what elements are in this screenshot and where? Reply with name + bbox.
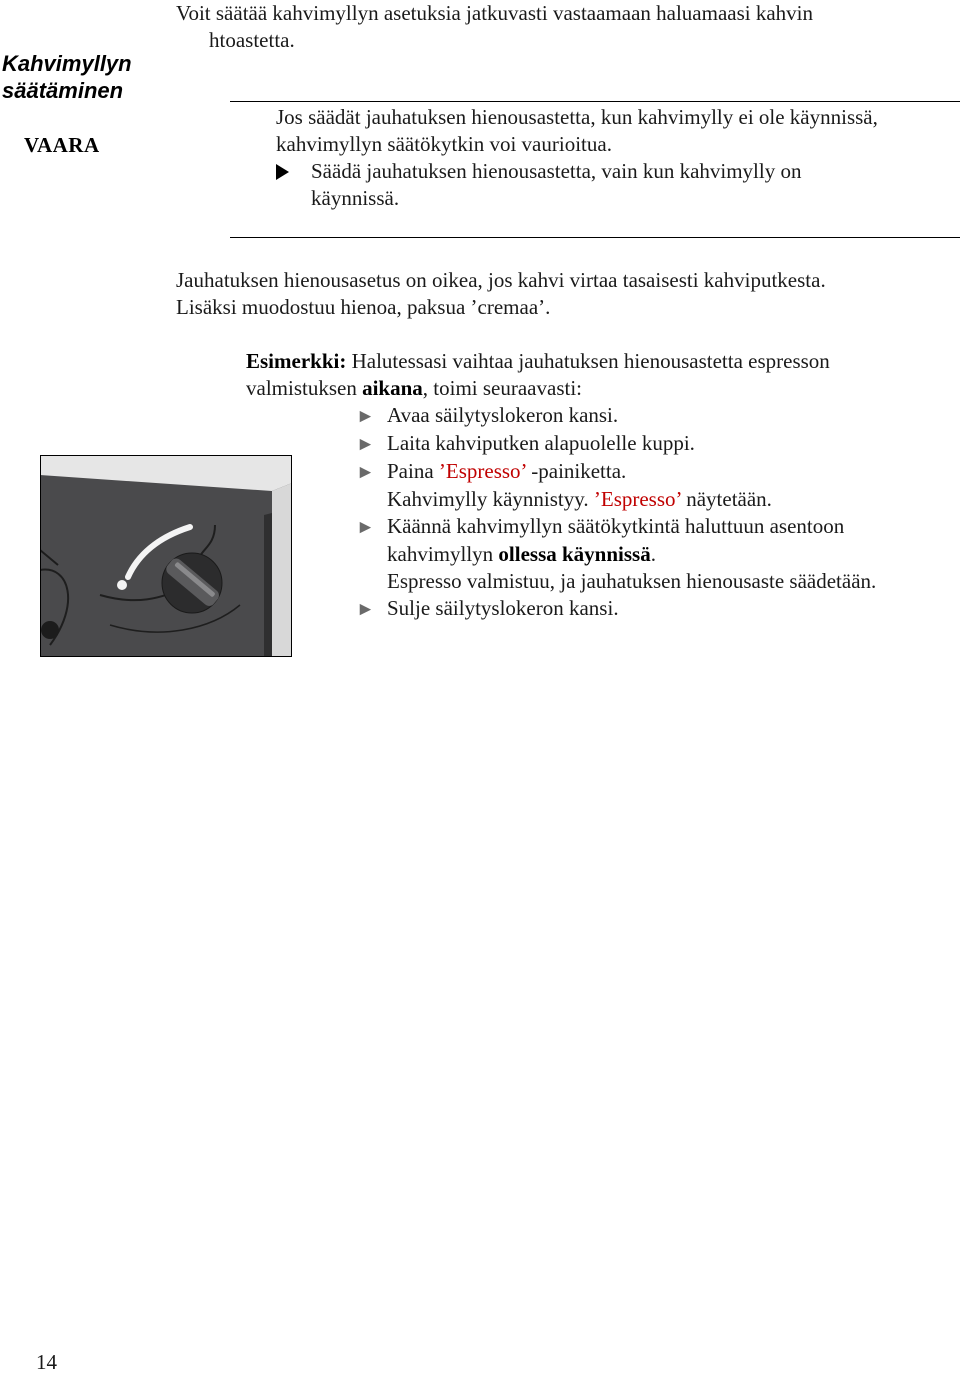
step-text: Käännä kahvimyllyn säätökytkintä haluttuun asentoon <box>387 514 845 538</box>
warning-bullet-line2: käynnissä. <box>311 186 400 210</box>
example-bold-aikana: aikana <box>362 376 423 400</box>
step-text: Sulje säilytyslokeron kansi. <box>387 596 619 620</box>
warning-text <box>276 104 956 158</box>
example-line2-pre: valmistuksen <box>246 376 363 400</box>
arrow-right-icon: ► <box>356 599 375 620</box>
step-text: Avaa säilytyslokeron kansi. <box>387 403 619 427</box>
bullet-triangle-icon <box>276 164 289 180</box>
step-text: -painiketta. <box>526 459 627 483</box>
warning-top-rule <box>230 101 960 102</box>
arrow-right-icon: ► <box>356 517 375 538</box>
example-label: Esimerkki: <box>246 349 347 373</box>
example-intro <box>246 348 946 402</box>
example-line1: Halutessasi vaihtaa jauhatuksen hienousastetta espresson <box>346 349 830 373</box>
example-line2-post: , toimi seuraavasti: <box>422 376 582 400</box>
scale-dot <box>117 580 127 590</box>
warning-line1: Jos säädät jauhatuksen hienousastetta, kun kahvimylly ei ole käynnissä, <box>276 105 878 129</box>
page-number: 14 <box>36 1350 57 1374</box>
body-paragraph <box>176 267 946 321</box>
arrow-right-icon: ► <box>356 462 375 483</box>
warning-line2: kahvimyllyn säätökytkin voi vaurioitua. <box>276 132 612 156</box>
step-list <box>356 402 956 623</box>
section-heading <box>2 50 172 104</box>
step-text: Kahvimylly käynnistyy. <box>387 487 594 511</box>
intro-text <box>176 0 936 54</box>
intro-line1: Voit säätää kahvimyllyn asetuksia jatkuvasti vastaamaan haluamaasi kahvin <box>176 1 814 25</box>
paragraph-line2: Lisäksi muodostuu hienoa, paksua ’cremaa’. <box>176 295 551 319</box>
warning-bullet-line1: Säädä jauhatuksen hienousastetta, vain kun kahvimylly on <box>311 159 802 183</box>
paragraph-line1: Jauhatuksen hienousasetus on oikea, jos kahvi virtaa tasaisesti kahviputkesta. <box>176 268 826 292</box>
list-item <box>356 513 956 541</box>
step-text: Laita kahviputken alapuolelle kuppi. <box>387 431 695 455</box>
arrow-right-icon: ► <box>356 406 375 427</box>
grinder-adjustment-illustration <box>40 455 292 657</box>
list-item <box>356 402 956 430</box>
espresso-display-ref: ’Espresso’ <box>593 487 681 511</box>
espresso-button-ref: ’Espresso’ <box>438 459 526 483</box>
step-text: . <box>650 542 656 566</box>
section-heading-line1: Kahvimyllyn <box>2 51 132 76</box>
list-item <box>356 458 956 486</box>
step-continuation <box>356 541 956 568</box>
bold-while-running: ollessa käynnissä <box>498 542 651 566</box>
step-text: näytetään. <box>680 487 772 511</box>
section-heading-line2: säätäminen <box>2 78 124 103</box>
list-item <box>356 595 956 623</box>
step-result: Espresso valmistuu, ja jauhatuksen hienousaste säädetään. <box>387 569 877 593</box>
warning-label: VAARA <box>24 133 100 157</box>
step-text: Paina <box>387 459 439 483</box>
step-text: kahvimyllyn <box>387 542 499 566</box>
arrow-right-icon: ► <box>356 434 375 455</box>
side-wall <box>272 483 292 657</box>
warning-instruction <box>276 158 936 212</box>
warning-bottom-rule <box>230 237 960 238</box>
intro-line2: htoastetta. <box>209 28 295 52</box>
list-item <box>356 430 956 458</box>
step-result <box>356 486 956 513</box>
